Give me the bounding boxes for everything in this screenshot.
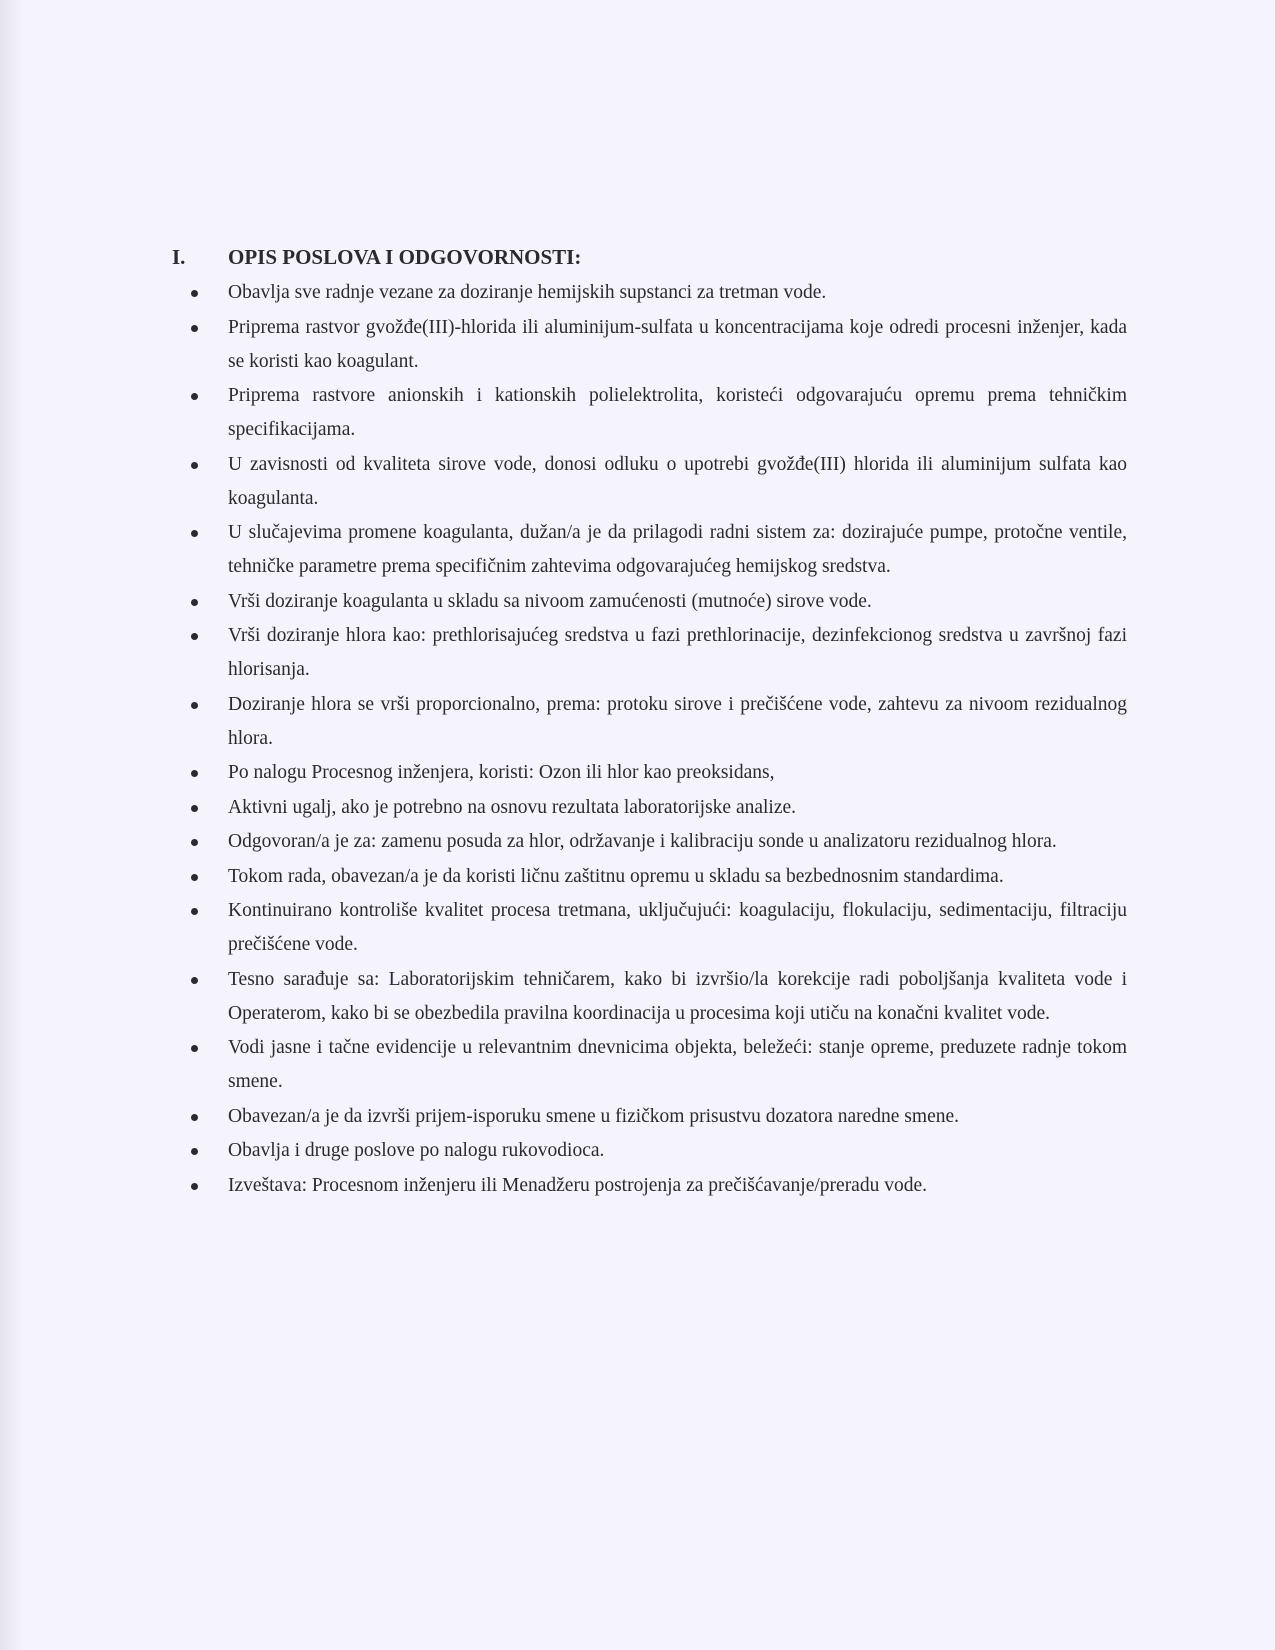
list-item-text: Vrši doziranje koagulanta u skladu sa nivoom zamućenosti (mutnoće) sirove vode. bbox=[228, 590, 872, 612]
bullet-icon bbox=[191, 290, 198, 297]
list-item bbox=[172, 860, 1127, 894]
list-item-text: Po nalogu Procesnog inženjera, koristi: Ozon ili hlor kao preoksidans, bbox=[228, 762, 775, 783]
bullet-icon bbox=[191, 702, 198, 709]
list-item bbox=[172, 963, 1127, 1031]
list-item-text: Obavlja i druge poslove po nalogu rukovodioca. bbox=[228, 1140, 605, 1161]
list-item-text: Izveštava: Procesnom inženjeru ili Menadžeru postrojenja za prečišćavanje/preradu vode. bbox=[228, 1174, 927, 1196]
list-item bbox=[172, 1169, 1127, 1203]
bullet-icon bbox=[191, 1045, 198, 1052]
list-item bbox=[172, 379, 1127, 447]
list-item bbox=[172, 516, 1127, 584]
bullet-icon bbox=[191, 770, 198, 777]
bullet-icon bbox=[191, 599, 198, 606]
list-item bbox=[172, 276, 1127, 310]
list-item-text: Priprema rastvor gvožđe(III)-hlorida ili aluminijum-sulfata u koncentracijama koje odredi procesni inženjer, kada se koristi kao koagulant. bbox=[228, 316, 1127, 372]
bullet-icon bbox=[191, 633, 198, 640]
list-item bbox=[172, 756, 1127, 790]
list-item-text: Vrši doziranje hlora kao: prethlorisajućeg sredstva u fazi prethlorinacije, dezinfekcionog sredstva u završnoj fazi hlorisanja. bbox=[228, 625, 1127, 680]
section-number: I. bbox=[172, 245, 186, 269]
responsibility-list bbox=[172, 276, 1127, 1203]
list-item-text: U zavisnosti od kvaliteta sirove vode, donosi odluku o upotrebi gvožđe(III) hlorida ili aluminijum sulfata kao koagulanta. bbox=[228, 453, 1127, 509]
list-item bbox=[172, 825, 1127, 859]
list-item bbox=[172, 619, 1127, 687]
list-item-text: Kontinuirano kontroliše kvalitet procesa tretmana, uključujući: koagulaciju, flokulaciju, sedimentaciju, filtraciju prečišćene vode. bbox=[228, 900, 1127, 955]
list-item bbox=[172, 1031, 1127, 1099]
list-item bbox=[172, 1100, 1127, 1134]
bullet-icon bbox=[191, 462, 198, 469]
job-description-section bbox=[172, 240, 1127, 1203]
bullet-icon bbox=[191, 393, 198, 400]
scan-edge bbox=[0, 0, 22, 1650]
list-item bbox=[172, 1134, 1127, 1168]
list-item-text: Priprema rastvore anionskih i kationskih polielektrolita, koristeći odgovarajuću opremu prema tehničkim specifikacijama. bbox=[228, 385, 1127, 440]
bullet-icon bbox=[191, 1148, 198, 1155]
list-item-text: Obavezan/a je da izvrši prijem-isporuku smene u fizičkom prisustvu dozatora naredne smene. bbox=[228, 1105, 960, 1127]
list-item-text: Obavlja sve radnje vezane za doziranje hemijskih supstanci za tretman vode. bbox=[228, 282, 827, 303]
bullet-icon bbox=[191, 839, 198, 846]
bullet-icon bbox=[191, 530, 198, 537]
bullet-icon bbox=[191, 1114, 198, 1121]
list-item-text: Doziranje hlora se vrši proporcionalno, prema: protoku sirove i prečišćene vode, zahtevu za nivoom rezidualnog hlora. bbox=[228, 693, 1127, 749]
list-item-text: Vodi jasne i tačne evidencije u relevantnim dnevnicima objekta, beležeći: stanje opreme, preduzete radnje tokom smene. bbox=[228, 1037, 1127, 1092]
list-item-text: Odgovoran/a je za: zamenu posuda za hlor, održavanje i kalibraciju sonde u analizatoru rezidualnog hlora. bbox=[228, 831, 1057, 852]
list-item bbox=[172, 688, 1127, 756]
bullet-icon bbox=[191, 325, 198, 332]
list-item-text: U slučajevima promene koagulanta, dužan/a je da prilagodi radni sistem za: dozirajuće pumpe, protočne ventile, tehničke parametre prema specifičnim zahtevima odgovarajućeg hemijskog sredstva. bbox=[228, 522, 1127, 577]
list-item bbox=[172, 894, 1127, 962]
list-item bbox=[172, 791, 1127, 825]
bullet-icon bbox=[191, 874, 198, 881]
list-item bbox=[172, 448, 1127, 516]
list-item-text: Aktivni ugalj, ako je potrebno na osnovu rezultata laboratorijske analize. bbox=[228, 796, 797, 818]
list-item bbox=[172, 311, 1127, 379]
bullet-icon bbox=[191, 908, 198, 915]
list-item-text: Tokom rada, obavezan/a je da koristi ličnu zaštitnu opremu u skladu sa bezbednosnim standardima. bbox=[228, 865, 1004, 887]
list-item-text: Tesno sarađuje sa: Laboratorijskim tehničarem, kako bi izvršio/la korekcije radi poboljšanja kvaliteta vode i Operaterom, kako bi se obezbedila pravilna koordinacija u procesima koji utiču na konačni kvalitet vode. bbox=[228, 968, 1127, 1024]
bullet-icon bbox=[191, 805, 198, 812]
section-heading bbox=[172, 240, 1127, 274]
bullet-icon bbox=[191, 1183, 198, 1190]
bullet-icon bbox=[191, 977, 198, 984]
section-title: OPIS POSLOVA I ODGOVORNOSTI: bbox=[228, 245, 582, 269]
list-item bbox=[172, 585, 1127, 619]
